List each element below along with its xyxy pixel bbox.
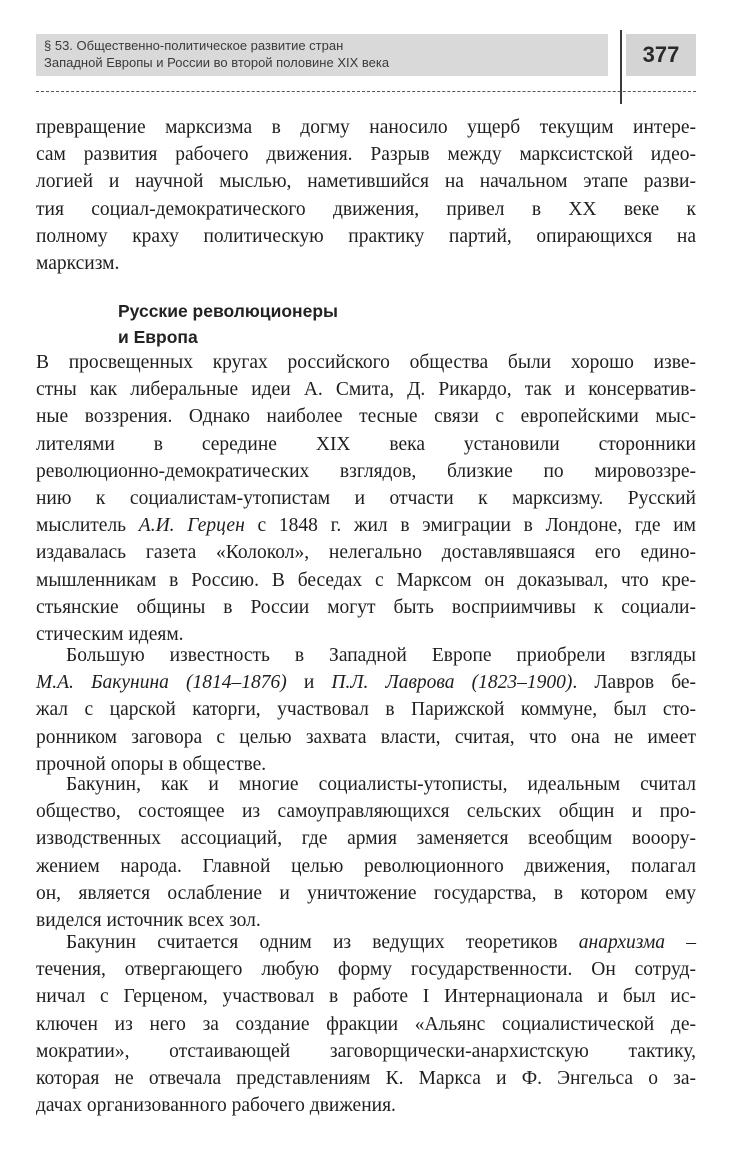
text-line: изводственных ассоциаций, где армия заменяется всеобщим вооору- [36, 828, 696, 850]
running-header [36, 34, 608, 76]
text-line: логией и научной мыслью, наметившийся на начальном этапе разви- [36, 171, 696, 193]
text-line: тия социал-демократического движения, привел в XX веке к [36, 198, 696, 220]
text-line: лителями в середине XIX века установили сторонники [36, 433, 696, 455]
text-line: стическим идеям. [36, 623, 184, 645]
text-line [36, 669, 696, 696]
text-line: жал с царской каторги, участвовал в Парижской коммуне, был сто- [36, 699, 696, 721]
text-fragment: с 1848 г. жил в эмиграции в Лондоне, где им [244, 515, 696, 537]
text-line: издавалась газета «Колокол», нелегально доставлявшаяся его едино- [36, 542, 696, 564]
text-line: мышленникам в Россию. В беседах с Марксом он доказывал, что кре- [36, 569, 696, 591]
subheading-line-1: Русские революционеры [118, 301, 338, 321]
section-title-line-1: § 53. Общественно-политическое развитие стран [44, 38, 344, 53]
section-subheading [118, 298, 338, 350]
text-line: ключен из него за создание фракции «Альянс социалистической де- [36, 1013, 696, 1035]
text-line: стьянские общины в России могут быть восприимчивы к социали- [36, 596, 696, 618]
intro-paragraph [36, 114, 696, 277]
text-fragment: . Лавров бе- [572, 672, 697, 694]
term-anarchism: анархизма [578, 932, 666, 953]
text-fragment: – [665, 932, 697, 953]
text-line: Большую известность в Западной Европе приобрели взгляды [66, 645, 696, 666]
text-line: ные воззрения. Однако наиболее тесные связи с европейскими мыс- [36, 406, 696, 428]
text-fragment: мыслитель [36, 515, 139, 537]
text-line: В просвещенных кругах российского общества были хорошо изве- [36, 352, 696, 373]
paragraph-russian-thinkers [36, 349, 696, 648]
paragraph-bakunin-ideal [36, 771, 696, 934]
text-line: мократии», отстаивающей заговорщически-анархистскую тактику, [36, 1040, 696, 1062]
text-line: общество, состоящее из самоуправляющихся сельских общин и про- [36, 801, 696, 823]
text-line: ничал с Герценом, участвовал в работе I Интернационала и был ис- [36, 986, 696, 1008]
text-line: нию к социалистам-утопистам и отчасти к марксизму. Русский [36, 487, 696, 509]
text-line: превращение марксизма в догму наносило ущерб текущим интере- [36, 117, 696, 138]
text-line: марксизм. [36, 252, 120, 274]
text-line: ронником заговора с целью захвата власти, считая, что она не имеет [36, 726, 696, 748]
text-line: дачах организованного рабочего движения. [36, 1095, 396, 1117]
header-rule [36, 91, 696, 92]
text-line: жением народа. Главной целью революционного движения, полагал [36, 855, 696, 877]
text-line: революционно-демократических взглядов, близкие по мировоззре- [36, 460, 696, 482]
person-name-herzen: А.И. Герцен [138, 515, 245, 537]
person-name-bakunin: М.А. Бакунина (1814–1876) [36, 672, 287, 694]
subheading-line-2: и Европа [118, 327, 198, 347]
paragraph-anarchism [36, 929, 696, 1119]
person-name-lavrov: П.Л. Лаврова (1823–1900) [331, 672, 573, 694]
text-line: полному краху политическую практику партий, опирающихся на [36, 225, 696, 247]
text-line [36, 512, 696, 539]
page-number: 377 [626, 34, 696, 76]
section-title-line-2: Западной Европы и России во второй половине XIX века [44, 55, 390, 70]
header-divider [620, 30, 622, 104]
text-line [36, 929, 696, 956]
text-line: Бакунин, как и многие социалисты-утописты, идеальным считал [66, 774, 696, 795]
text-line: виделся источник всех зол. [36, 909, 261, 931]
text-fragment: и [286, 672, 332, 694]
text-line: он, является ослабление и уничтожение государства, в котором ему [36, 882, 696, 904]
text-line: которая не отвечала представлениям К. Маркса и Ф. Энгельса о за- [36, 1067, 696, 1089]
text-line: течения, отвергающего любую форму государственности. Он сотруд- [36, 959, 696, 981]
paragraph-bakunin-lavrov [36, 642, 696, 778]
text-line: сам развития рабочего движения. Разрыв между марксистской идео- [36, 144, 696, 166]
text-fragment: Бакунин считается одним из ведущих теоретиков [66, 932, 579, 953]
text-line: прочной опоры в обществе. [36, 753, 267, 775]
text-line: стны как либеральные идеи А. Смита, Д. Рикардо, так и консерватив- [36, 379, 696, 401]
